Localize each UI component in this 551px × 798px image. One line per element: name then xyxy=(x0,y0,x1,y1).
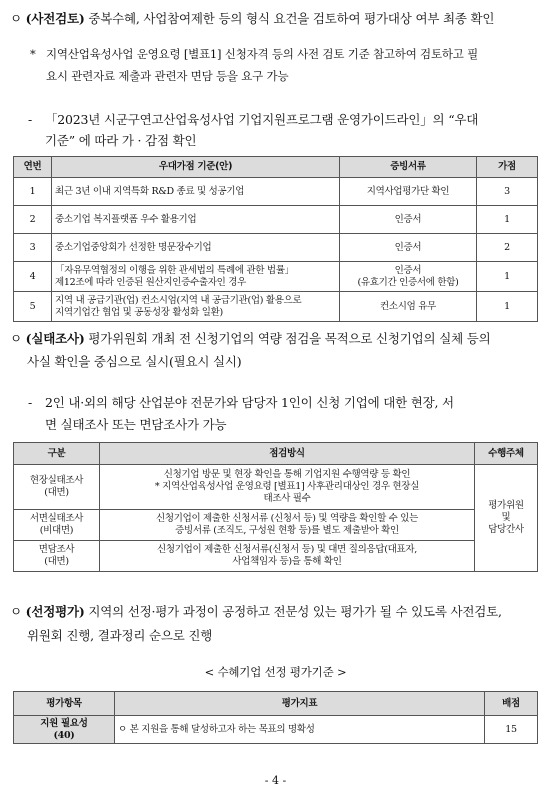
header-no: 연번 xyxy=(14,157,52,178)
section-text: 중복수혜, 사업참여제한 등의 형식 요건을 검토하여 평가대상 여부 최종 확인 xyxy=(84,11,495,26)
table-row xyxy=(14,178,538,206)
guideline-line-1: 「2023년 시군구연고산업육성사업 기업지원프로그램 운영가이드라인」의 “우대 xyxy=(45,112,479,127)
dash-mark: - xyxy=(28,395,33,410)
row-criteria: 「자유무역협정의 이행을 위한 관세법의 특례에 관한 법률」 제12조에 따라 인증된 원산지인증수출자인 경우 xyxy=(52,262,340,292)
row-method: 신청기업이 제출한 신청서류 (신청서 등) 및 역량을 확인할 수 있는 증빙서류 (조직도, 구성원 현황 등)를 별도 제출받아 확인 xyxy=(100,510,475,541)
header-item: 평가항목 xyxy=(14,692,115,716)
bullet-mark: ㅇ xyxy=(10,331,22,346)
section-text-line-2: 위원회 진행, 결과정리 순으로 진행 xyxy=(27,628,213,643)
table-row xyxy=(14,716,538,744)
survey-method-table xyxy=(13,442,538,572)
section-selection-eval xyxy=(10,602,502,621)
row-bonus: 3 xyxy=(477,178,538,206)
row-evidence: 인증서 xyxy=(340,206,477,234)
row-no: 4 xyxy=(14,262,52,292)
header-evidence: 증빙서류 xyxy=(340,157,477,178)
table-row xyxy=(14,206,538,234)
row-evidence: 지역사업평가단 확인 xyxy=(340,178,477,206)
dash-mark: - xyxy=(28,112,33,127)
table-header-row xyxy=(14,443,538,465)
table-header-row xyxy=(14,692,538,716)
section-title: (사전검토) xyxy=(25,11,85,26)
note-star: * xyxy=(30,47,36,61)
table-header-row xyxy=(14,157,538,178)
row-method: 신청기업이 제출한 신청서류(신청서 등) 및 대면 질의응답(대표자, 사업책임자 등)을 통해 확인 xyxy=(100,541,475,572)
section-precheck xyxy=(10,9,494,28)
row-evidence: 컨소시엄 유무 xyxy=(340,292,477,322)
table-row xyxy=(14,465,538,510)
row-no: 3 xyxy=(14,234,52,262)
header-method: 점검방식 xyxy=(100,443,475,465)
bonus-criteria-table xyxy=(13,156,538,322)
row-criteria: 중소기업 복지플랫폼 우수 활용기업 xyxy=(52,206,340,234)
survey-line-1: 2인 내·외의 해당 산업분야 전문가와 담당자 1인이 신청 기업에 대한 현장, 서 xyxy=(45,395,454,410)
header-score: 배점 xyxy=(485,692,538,716)
row-bonus: 1 xyxy=(477,292,538,322)
evaluation-criteria-table xyxy=(13,691,538,744)
section-field-survey xyxy=(10,329,490,348)
section-text-line-2: 사실 확인을 중심으로 실시(필요시 실시) xyxy=(27,354,242,369)
row-criteria: 지역 내 공급기관(업) 컨소시엄(지역 내 공급기관(업) 활용으로 지역기업간 협업 및 공동성장 활성화 일환) xyxy=(52,292,340,322)
survey-line-2: 면 실태조사 또는 면담조사가 가능 xyxy=(45,417,227,432)
row-type: 서면실태조사 (비대면) xyxy=(14,510,100,541)
table-row xyxy=(14,292,538,322)
table-row xyxy=(14,234,538,262)
row-criteria: 중소기업중앙회가 선정한 명문장수기업 xyxy=(52,234,340,262)
page-number: - 4 - xyxy=(264,774,287,787)
row-type: 면담조사 (대면) xyxy=(14,541,100,572)
row-no: 5 xyxy=(14,292,52,322)
header-performer: 수행주체 xyxy=(475,443,538,465)
row-type: 현장실태조사 (대면) xyxy=(14,465,100,510)
criteria-caption: < 수혜기업 선정 평가기준 > xyxy=(204,665,347,679)
header-type: 구분 xyxy=(14,443,100,465)
row-bonus: 1 xyxy=(477,206,538,234)
bullet-mark: ㅇ xyxy=(10,11,22,26)
table-row xyxy=(14,510,538,541)
section-title: (선정평가) xyxy=(25,604,85,619)
section-title: (실태조사) xyxy=(25,331,85,346)
row-no: 2 xyxy=(14,206,52,234)
header-bonus: 가점 xyxy=(477,157,538,178)
row-criteria: 최근 3년 이내 지역특화 R&D 종료 및 성공기업 xyxy=(52,178,340,206)
row-item: 지원 필요성 (40) xyxy=(14,716,115,744)
table-row xyxy=(14,262,538,292)
row-method: 신청기업 방문 및 현장 확인을 통해 기업지원 수행역량 등 확인 * 지역산업육성사업 운영요령 [별표1] 사후관리대상인 경우 현장실 태조사 필수 xyxy=(100,465,475,510)
row-score: 15 xyxy=(485,716,538,744)
header-criteria: 우대가점 기준(안) xyxy=(52,157,340,178)
section-text: 평가위원회 개최 전 신청기업의 역량 점검을 목적으로 신청기업의 실체 등의 xyxy=(84,331,491,346)
table-row xyxy=(14,541,538,572)
section-text: 지역의 선정·평가 과정이 공정하고 전문성 있는 평가가 될 수 있도록 사전검토, xyxy=(84,604,502,619)
guideline-line-2: 기준” 에 따라 가 · 감점 확인 xyxy=(45,133,197,148)
bullet-mark: ㅇ xyxy=(10,604,22,619)
note-line-2: 요시 관련자료 제출과 관련자 면담 등을 요구 가능 xyxy=(46,69,289,83)
row-bonus: 2 xyxy=(477,234,538,262)
row-indicator: ㅇ 본 지원을 통해 달성하고자 하는 목표의 명확성 xyxy=(115,716,485,744)
row-no: 1 xyxy=(14,178,52,206)
row-evidence: 인증서 xyxy=(340,234,477,262)
row-performer: 평가위원 및 담당간사 xyxy=(475,465,538,572)
row-evidence: 인증서 (유효기간 인증서에 한함) xyxy=(340,262,477,292)
row-bonus: 1 xyxy=(477,262,538,292)
note-line-1: 지역산업육성사업 운영요령 [별표1] 신청자격 등의 사전 검토 기준 참고하여 검토하고 필 xyxy=(46,47,479,61)
header-indicator: 평가지표 xyxy=(115,692,485,716)
